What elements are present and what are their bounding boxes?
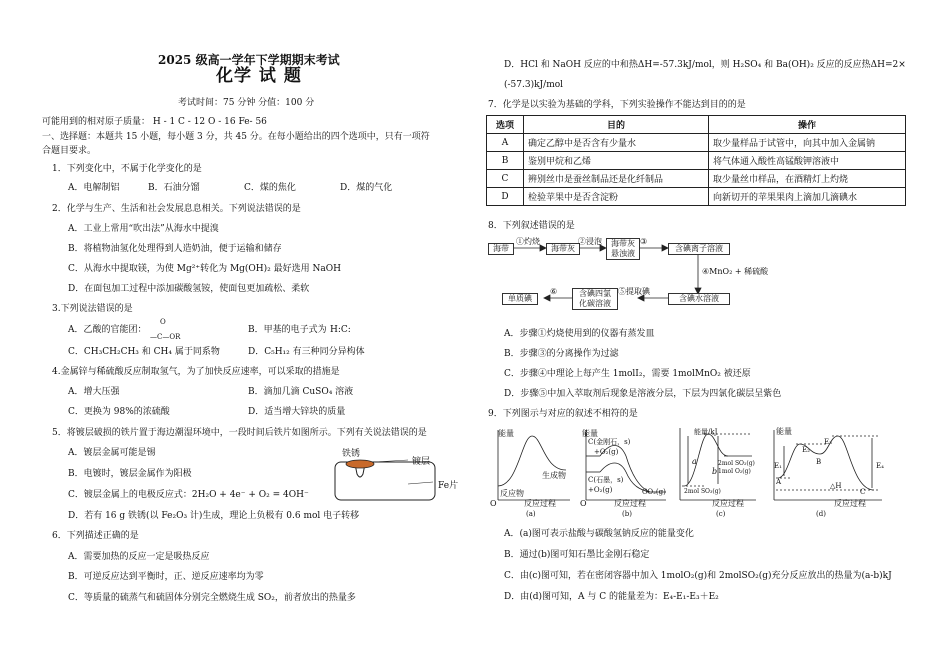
flow-step2: ②浸泡 bbox=[578, 237, 602, 246]
fig-c-level1: 2mol SO₂(g) bbox=[718, 460, 755, 467]
flow-box-hanshui: 含碘水溶液 bbox=[668, 293, 730, 305]
q9-option-b[interactable]: B．通过(b)图可知石墨比金刚石稳定 bbox=[504, 550, 650, 560]
q5-option-d[interactable]: D．若有 16 g 铁锈(以 Fe₂O₃ 计)生成，理论上负极有 0.6 mol 电子转移 bbox=[68, 511, 360, 521]
fig-d-a: A bbox=[776, 478, 782, 486]
fig-c-xlabel: 反应过程 bbox=[712, 499, 744, 508]
q3-option-a[interactable]: A．乙酸的官能团： bbox=[68, 325, 147, 335]
q3-option-b[interactable]: B．甲基的电子式为 bbox=[248, 325, 327, 335]
fig-d-ylabel: 能量 bbox=[776, 427, 792, 436]
q5-option-c[interactable]: C．镀层金属上的电极反应式：2H₂O + 4e⁻ + O₂ = 4OH⁻ bbox=[68, 490, 309, 500]
q2-option-a[interactable]: A．工业上常用“吹出法”从海水中提溴 bbox=[68, 224, 219, 234]
table-cell: 将气体通入酸性高锰酸钾溶液中 bbox=[709, 152, 906, 170]
q3-structure-cor: —C—OR bbox=[150, 333, 181, 341]
section1-instructions: 一、选择题：本题共 15 小题，每小题 3 分，共 45 分。在每小题给出的四个选项中，只有一项符 bbox=[42, 132, 430, 142]
q5-stem: 5．将镀层破损的铁片置于海边潮湿环境中，一段时间后铁片如图所示。下列有关说法错误的是 bbox=[52, 428, 427, 438]
fig-b-top1: C(金刚石，s) bbox=[588, 438, 631, 446]
subject-title: 化学 试 题 bbox=[216, 66, 302, 86]
flow-box-haidaihui: 海带灰 bbox=[546, 243, 580, 255]
fig-b-mid1: C(石墨，s) bbox=[588, 476, 624, 484]
q1-option-a[interactable]: A．电解制铝 bbox=[68, 183, 120, 193]
q9-option-d[interactable]: D．由(d)图可知，A 与 C 的能量差为：E₄-E₁-E₃＋E₂ bbox=[504, 592, 719, 602]
flow-box-haidai: 海带 bbox=[488, 243, 514, 255]
table-cell: 鉴别甲烷和乙烯 bbox=[524, 152, 709, 170]
q3-methyl-formula: H:C: bbox=[330, 325, 351, 335]
q4-option-b[interactable]: B．滴加几滴 CuSO₄ 溶液 bbox=[248, 387, 354, 397]
q9-option-c[interactable]: C．由(c)图可知，若在密闭容器中加入 1molO₂(g)和 2molSO₂(g)充分反应放出的热量为(a-b)kJ bbox=[504, 571, 892, 581]
table-row bbox=[487, 170, 906, 188]
table-cell: 检验苹果中是否含淀粉 bbox=[524, 188, 709, 206]
fig-d-e3: E₃ bbox=[824, 438, 832, 446]
flow-step5: ⑤提取碘 bbox=[618, 287, 650, 296]
q7-table bbox=[486, 115, 906, 206]
label-fe-plate: Fe片 bbox=[438, 481, 459, 491]
table-cell: 取少量丝巾样品，在酒精灯上灼烧 bbox=[709, 170, 906, 188]
q1-option-d[interactable]: D．煤的气化 bbox=[340, 183, 393, 193]
flow-step4: ④MnO₂ + 稀硫酸 bbox=[702, 267, 769, 276]
fig-d-b: B bbox=[816, 458, 822, 466]
flow-box-hansilv bbox=[572, 288, 618, 310]
q4-option-c[interactable]: C．更换为 98%的浓硫酸 bbox=[68, 407, 170, 417]
q2-option-d[interactable]: D．在面包加工过程中添加碳酸氢铵，使面包更加疏松、柔软 bbox=[68, 284, 310, 294]
fig-a-reactant: 反应物 bbox=[500, 489, 524, 498]
fig-c-level1b: 1mol O₂(g) bbox=[718, 468, 751, 475]
table-cell: 确定乙醇中是否含有少量水 bbox=[524, 134, 709, 152]
exam-title: 2025 级高一学年下学期期末考试 bbox=[158, 53, 340, 67]
label-rust: 铁锈 bbox=[342, 449, 361, 459]
flow-box-hanli: 含碘离子溶液 bbox=[668, 243, 730, 255]
flow-box-xuanzhuo bbox=[606, 238, 640, 260]
q2-stem: 2．化学与生产、生活和社会发展息息相关。下列说法错误的是 bbox=[52, 204, 301, 214]
q3-option-d[interactable]: D．C₅H₁₂ 有三种同分异构体 bbox=[248, 347, 365, 357]
table-cell: 辨别丝巾是蚕丝制品还是化纤制品 bbox=[524, 170, 709, 188]
q1-option-b[interactable]: B．石油分馏 bbox=[148, 183, 200, 193]
section1-instructions-2: 合题目要求。 bbox=[42, 146, 97, 156]
fig-b-caption: (b) bbox=[622, 510, 632, 518]
flow-step3: ③ bbox=[640, 237, 648, 246]
q4-stem: 4.金属锌与稀硫酸反应制取氢气，为了加快反应速率，可以采取的措施是 bbox=[52, 367, 340, 377]
flow-box-danzhidian: 单质碘 bbox=[502, 293, 538, 305]
table-cell: 向新切开的苹果果肉上滴加几滴碘水 bbox=[709, 188, 906, 206]
fig-b-xlabel: 反应过程 bbox=[614, 499, 646, 508]
table-cell: A bbox=[487, 134, 524, 152]
q9-option-a[interactable]: A．(a)图可表示盐酸与碳酸氢钠反应的能量变化 bbox=[504, 529, 694, 539]
table-cell: D bbox=[487, 188, 524, 206]
atomic-mass-note: 可能用到的相对原子质量： H - 1 C - 12 O - 16 Fe- 56 bbox=[42, 117, 267, 127]
fig-a-ylabel: 能量 bbox=[498, 429, 514, 438]
q7-stem: 7．化学是以实验为基础的学科，下列实验操作不能达到目的的是 bbox=[488, 100, 746, 110]
q4-option-a[interactable]: A．增大压强 bbox=[68, 387, 120, 397]
q8-option-b[interactable]: B．步骤③的分离操作为过滤 bbox=[504, 349, 619, 359]
table-row bbox=[487, 152, 906, 170]
flow-box-xuanzhuo-l1: 海带灰 bbox=[611, 239, 635, 248]
q1-stem: 1．下列变化中，不属于化学变化的是 bbox=[52, 164, 202, 174]
col-header-purpose: 目的 bbox=[524, 116, 709, 134]
q8-option-d[interactable]: D．步骤⑤中加入萃取剂后现象是溶液分层，下层为四氯化碳层呈紫色 bbox=[504, 389, 782, 399]
q2-option-b[interactable]: B．将植物油氢化处理得到人造奶油，便于运输和储存 bbox=[68, 244, 282, 254]
flow-box-hansilv-l2: 化碳溶液 bbox=[579, 299, 611, 308]
fig-b-mid2: +O₂(g) bbox=[588, 486, 613, 494]
label-coating: 镀层 bbox=[412, 457, 431, 467]
col-header-option: 选项 bbox=[487, 116, 524, 134]
q6-option-a[interactable]: A．需要加热的反应一定是吸热反应 bbox=[68, 552, 210, 562]
fig-d-dh: △H bbox=[830, 482, 842, 490]
q4-option-d[interactable]: D．适当增大锌块的质量 bbox=[248, 407, 346, 417]
fig-d-e4: E₄ bbox=[876, 462, 884, 470]
q6-option-c[interactable]: C．等质量的硫蒸气和硫固体分别完全燃烧生成 SO₂，前者放出的热量多 bbox=[68, 593, 356, 603]
flow-step1: ①灼烧 bbox=[516, 237, 540, 246]
fig-d-caption: (d) bbox=[816, 510, 826, 518]
table-cell: B bbox=[487, 152, 524, 170]
table-row bbox=[487, 188, 906, 206]
fig-d-e2: E₂ bbox=[802, 446, 810, 454]
table-row bbox=[487, 134, 906, 152]
fig-b-bottom: CO₂(g) bbox=[642, 488, 666, 496]
q6-stem: 6．下列描述正确的是 bbox=[52, 531, 139, 541]
fig-b-ylabel: 能量 bbox=[582, 429, 598, 438]
q8-stem: 8．下列叙述错误的是 bbox=[488, 221, 575, 231]
fig-d-e1: E₁ bbox=[774, 462, 782, 470]
q6-option-b[interactable]: B．可逆反应达到平衡时，正、逆反应速率均为零 bbox=[68, 572, 264, 582]
q1-option-c[interactable]: C．煤的焦化 bbox=[244, 183, 296, 193]
fig-c-a: a bbox=[692, 457, 697, 466]
q6-option-d-cont: (-57.3)kJ/mol bbox=[504, 80, 564, 90]
flow-box-hansilv-l1: 含碘四氯 bbox=[579, 289, 611, 298]
flow-step6: ⑥ bbox=[550, 287, 558, 296]
col-header-operation: 操作 bbox=[709, 116, 906, 134]
q8-option-c[interactable]: C．步骤④中理论上每产生 1molI₂，需要 1molMnO₂ 被还原 bbox=[504, 369, 751, 379]
fig-c-level2: 2mol SO₃(g) bbox=[684, 488, 721, 495]
q3-structure-o: O bbox=[160, 318, 166, 326]
q2-option-c[interactable]: C．从海水中提取镁，为使 Mg²⁺转化为 Mg(OH)₂ 最好选用 NaOH bbox=[68, 264, 341, 274]
fig-a-xlabel: 反应过程 bbox=[524, 499, 556, 508]
fig-a-caption: (a) bbox=[526, 510, 536, 518]
q6-option-d[interactable]: D．HCl 和 NaOH 反应的中和热ΔH=-57.3kJ/mol，则 H₂SO₄ 和 Ba(OH)₂ 反应的反应热ΔH=2× bbox=[504, 60, 906, 70]
fig-c-ylabel: 能量/kJ bbox=[694, 428, 718, 436]
q5-option-a[interactable]: A．镀层金属可能是锡 bbox=[68, 448, 156, 458]
table-cell: 取少量样品于试管中，向其中加入金属钠 bbox=[709, 134, 906, 152]
q3-stem: 3.下列说法错误的是 bbox=[52, 304, 133, 314]
fig-d-c: C bbox=[860, 488, 866, 496]
fig-b-top2: +O₂(g) bbox=[594, 448, 619, 456]
table-header-row bbox=[487, 116, 906, 134]
fig-c-caption: (c) bbox=[716, 510, 726, 518]
fig-a-product: 生成物 bbox=[542, 471, 566, 480]
table-cell: C bbox=[487, 170, 524, 188]
fig-b-origin: O bbox=[580, 499, 587, 508]
q5-option-b[interactable]: B．电镀时，镀层金属作为阳极 bbox=[68, 469, 192, 479]
fig-c-b: b bbox=[712, 467, 718, 476]
q3-option-c[interactable]: C．CH₃CH₂CH₃ 和 CH₄ 属于同系物 bbox=[68, 347, 220, 357]
exam-time-info: 考试时间：75 分钟 分值：100 分 bbox=[178, 98, 315, 108]
q8-option-a[interactable]: A．步骤①灼烧使用到的仪器有蒸发皿 bbox=[504, 329, 655, 339]
q9-stem: 9．下列图示与对应的叙述不相符的是 bbox=[488, 409, 638, 419]
fig-d-xlabel: 反应过程 bbox=[834, 499, 866, 508]
fig-a-origin: O bbox=[490, 499, 497, 508]
flow-box-xuanzhuo-l2: 悬浊液 bbox=[611, 249, 635, 258]
